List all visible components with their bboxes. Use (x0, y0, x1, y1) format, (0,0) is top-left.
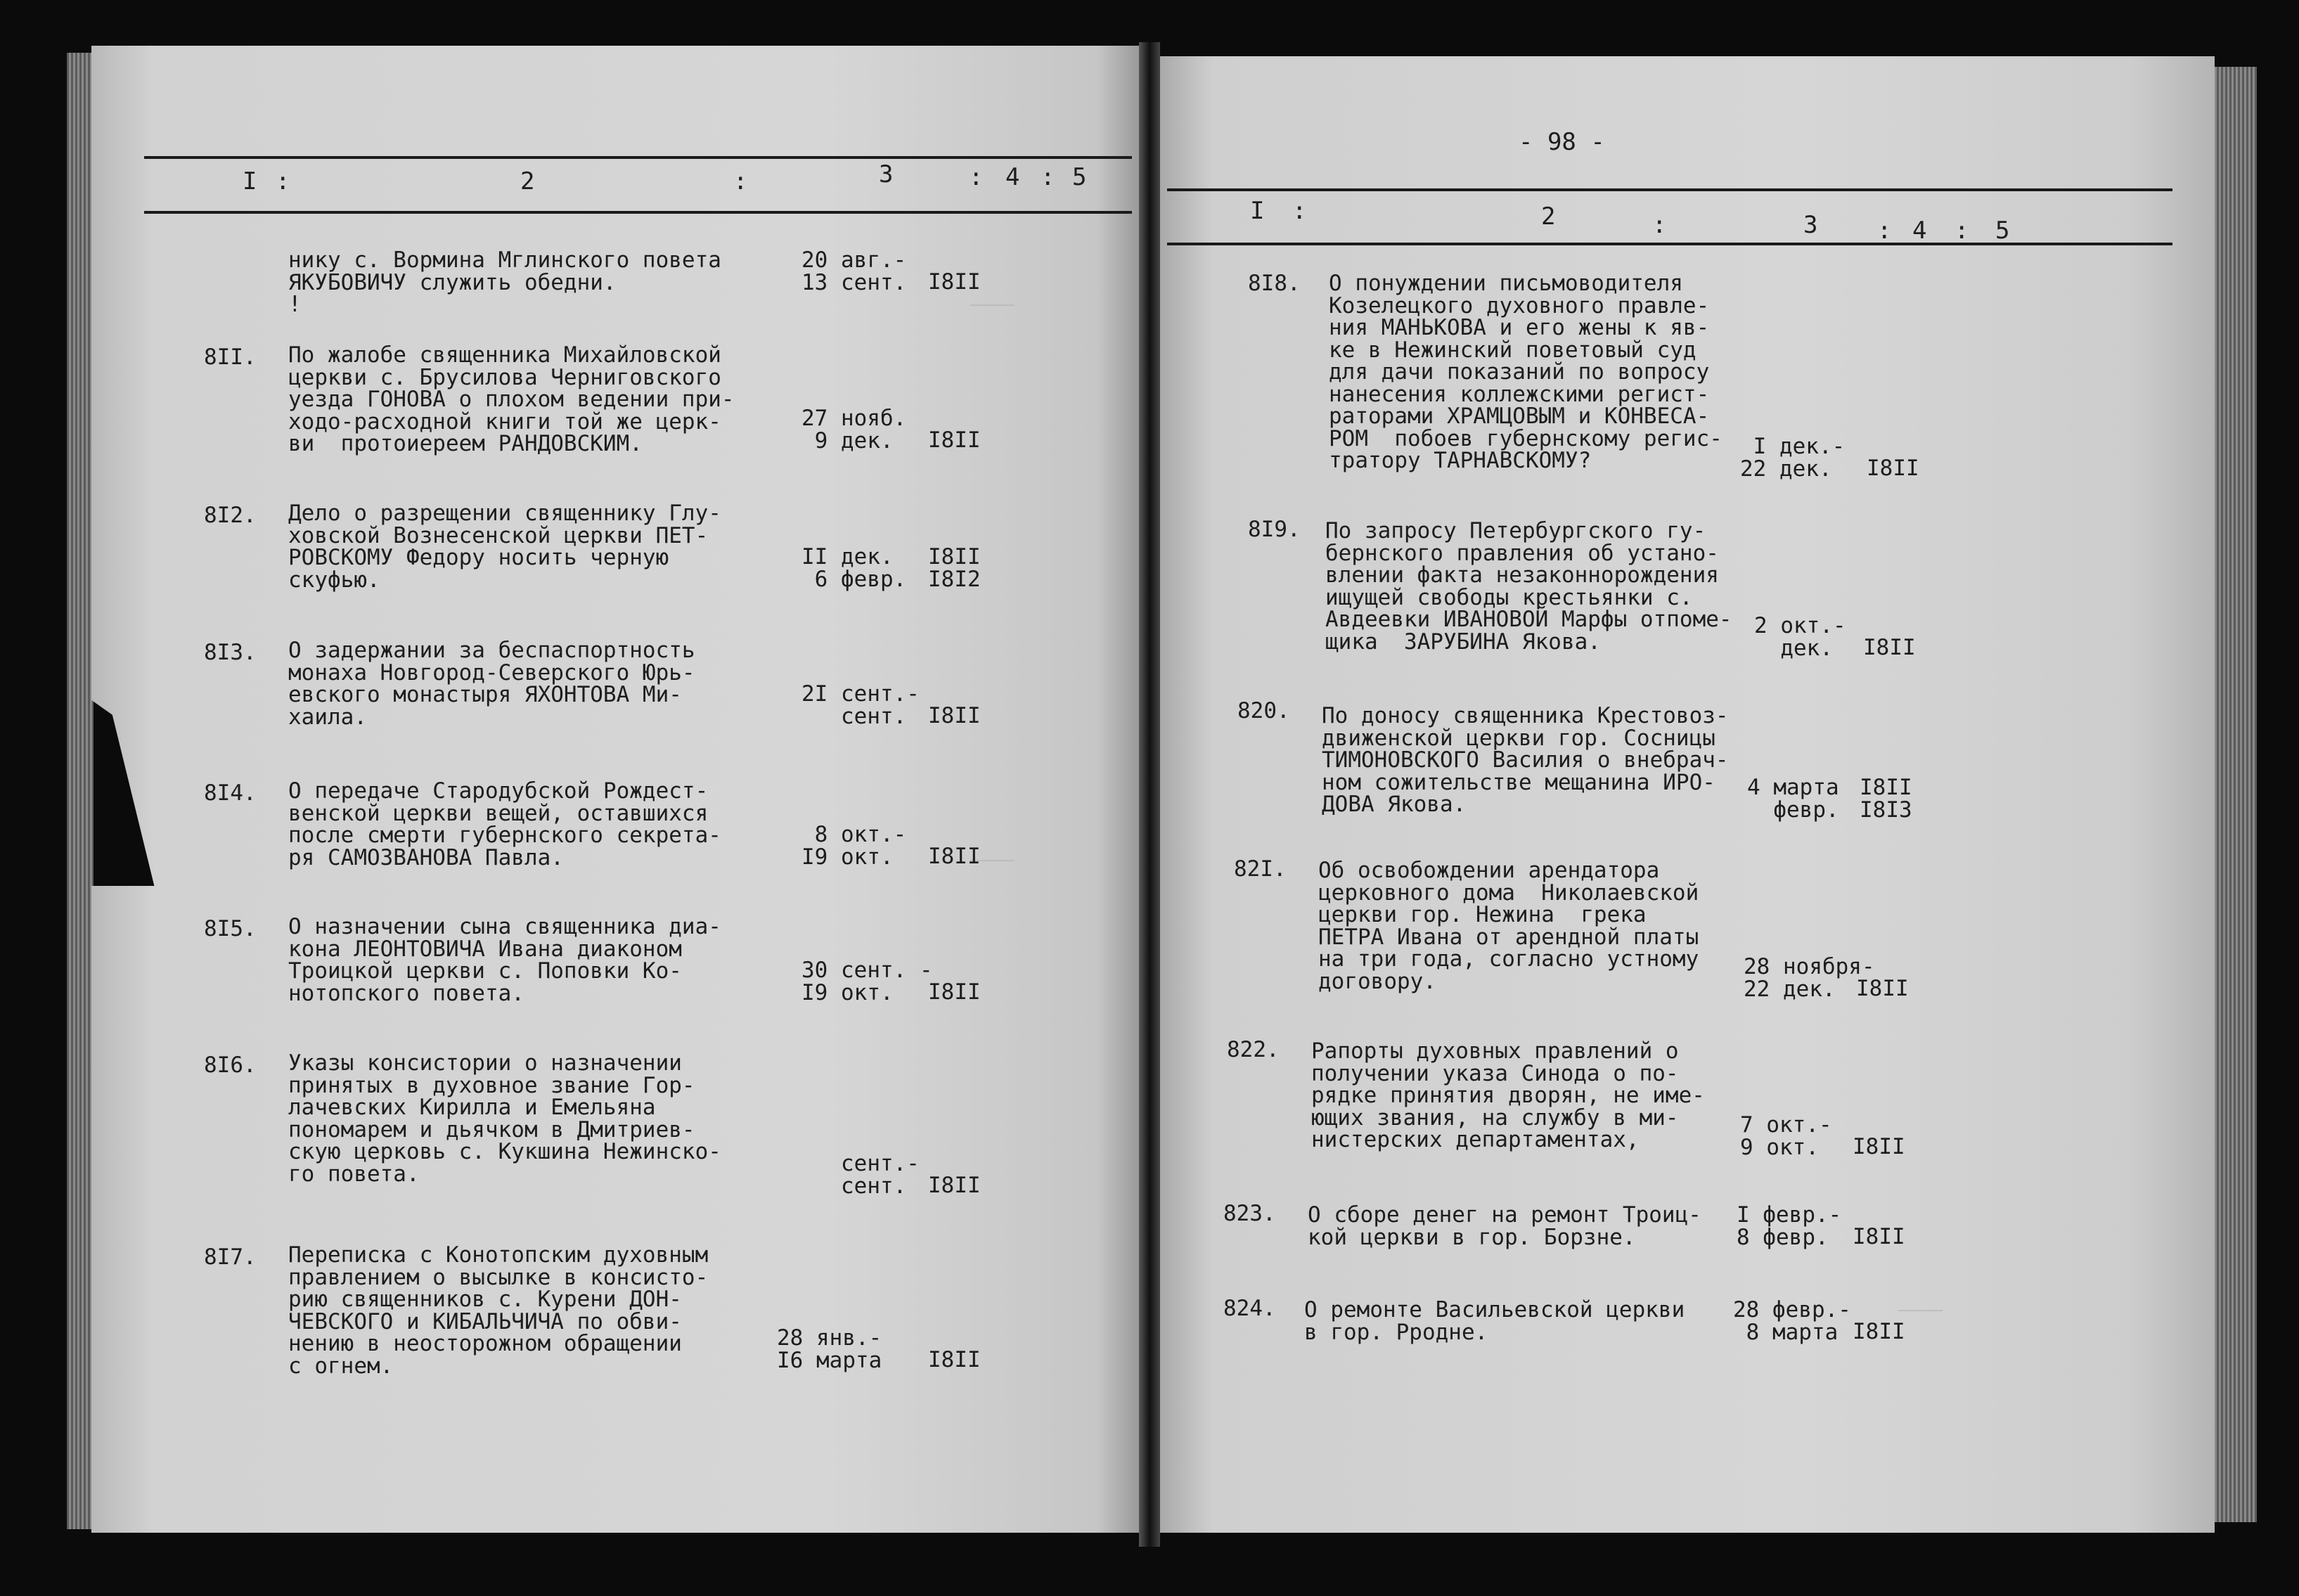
column-1-label: I (1250, 197, 1265, 225)
column-2-label: 2 (1541, 202, 1556, 231)
entry-year: I8II I8I2 (928, 544, 981, 592)
entry-text: О передаче Стародубской Рождест- венской церкви вещей, оставшихся после смерти губернского секрета- ря САМОЗВАНОВА Павла. (288, 778, 721, 870)
entry-dates: 2 окт.- дек. (1754, 613, 1846, 661)
entry-dates: 30 сент. - I9 окт. (801, 958, 933, 1005)
column-separator: : (276, 167, 290, 195)
entry-text: нику с. Вормина Мглинского повета ЯКУБОВИЧУ служить обедни. ! (288, 247, 721, 317)
entry-dates: 8 окт.- I9 окт. (801, 822, 907, 870)
entry-year: I8II (928, 1347, 981, 1372)
entry-year: I8II (928, 1173, 981, 1198)
entry-number: 823. (1223, 1201, 1276, 1226)
column-4-label: 4 (1005, 163, 1020, 191)
bleed-through-text: ──── (970, 295, 1015, 316)
entry-text: Указы консистории о назначении принятых в духовное звание Гор- лачевских Кирилла и Емельяна пономарем и дьячком в Дмитриев- скую церковь с. Кукшина Нежинско- го повета. (288, 1050, 721, 1187)
entry-year: I8II (1863, 635, 1916, 660)
entry-year: I8II (1867, 456, 1919, 481)
entry-text: По жалобе священника Михайловской церкви с. Брусилова Черниговского уезда ГОНОВА о плохом ведении при- ходо-расходной книги той же церк- ви протоиереем РАНДОВСКИМ. (288, 342, 735, 456)
entry-dates: 7 окт.- 9 окт. (1740, 1112, 1832, 1160)
entry-text: Об освобождении арендатора церковного дома Николаевской церкви гор. Нежина грека ПЕТРА Ивана от арендной платы на три года, согласно устному договору. (1318, 858, 1699, 994)
column-5-label: 5 (1995, 217, 2010, 245)
entry-year: I8II (1856, 976, 1909, 1001)
entry-dates: 20 авг.- 13 сент. (801, 247, 907, 295)
column-4-label: 4 (1912, 217, 1927, 245)
entry-number: 8I4. (204, 780, 257, 806)
entry-text: По доносу священника Крестовоз- движенской церкви гор. Сосницы ТИМОНОВСКОГО Василия о внебрач- ном сожительстве мещанина ИРО- ДОВА Якова. (1322, 703, 1729, 817)
entry-dates: 28 февр.- 8 марта (1733, 1297, 1851, 1345)
column-3-label: 3 (1803, 211, 1818, 239)
entry-text: О ремонте Васильевской церкви в гор. Рродне. (1304, 1297, 1685, 1345)
entry-number: 820. (1237, 698, 1290, 723)
column-5-label: 5 (1072, 163, 1087, 191)
entry-year: I8II (928, 844, 981, 869)
entry-year: I8II (928, 703, 981, 728)
entry-year: I8II (1853, 1134, 1905, 1159)
entry-text: Дело о разрещении священнику Глу- ховской Вознесенской церкви ПЕТ- РОВСКОМУ Федору носить черную скуфью. (288, 501, 721, 593)
entry-dates: 27 нояб. 9 дек. (801, 406, 907, 453)
entry-number: 8II. (204, 345, 257, 370)
entry-text: О назначении сына священника диа- кона ЛЕОНТОВИЧА Ивана диаконом Троицкой церкви с. Поповки Ко- нотопского повета. (288, 914, 721, 1006)
entry-number: 8I5. (204, 916, 257, 941)
entry-text: О задержании за беспаспортность монаха Новгород-Северского Юрь- евского монастыря ЯХОНТОВА Ми- хаила. (288, 638, 695, 730)
column-1-label: I (243, 167, 257, 195)
entry-number: 8I2. (204, 503, 257, 528)
column-separator: : (969, 163, 984, 191)
column-separator: : (1292, 197, 1307, 225)
entry-dates: сент.- сент. (840, 1151, 920, 1199)
entry-dates: I февр.- 8 февр. (1737, 1202, 1842, 1250)
book-edge-left (67, 53, 94, 1529)
bleed-through-text: ──── (1898, 1301, 1943, 1322)
page-number: - 98 - (1519, 128, 1605, 156)
entry-dates: 4 марта февр. (1747, 775, 1839, 823)
entry-number: 8I8. (1248, 271, 1301, 296)
entry-number: 8I3. (204, 640, 257, 665)
entry-year: I8II (1853, 1224, 1905, 1249)
entry-dates: 28 янв.- I6 марта (777, 1325, 882, 1373)
entry-dates: II дек. 6 февр. (801, 544, 907, 592)
entry-year: I8II (928, 427, 981, 453)
column-3-label: 3 (879, 160, 894, 188)
header-top-rule (144, 156, 1132, 159)
entry-text: О понуждении письмоводителя Козелецкого духовного правле- ния МАНЬКОВА и его жены к яв- ке в Нежинский поветовый суд для дачи показаний по вопросу нанесения коллежскими регист- раторами ХРАМЦОВЫМ и КОНВЕСА- РОМ побоев губернскому регис- тратору ТАРНАВСКОМУ? (1329, 271, 1722, 473)
entry-number: 8I6. (204, 1053, 257, 1078)
entry-number: 822. (1227, 1037, 1280, 1062)
entry-dates: 28 ноября- 22 дек. (1744, 954, 1875, 1002)
entry-number: 8I7. (204, 1244, 257, 1270)
entry-number: 824. (1223, 1296, 1276, 1321)
entry-year: I8II (928, 979, 981, 1005)
entry-text: Рапорты духовных правлений о получении указа Синода о по- рядке принятия дворян, не име- ющих звания, на службу в ми- нистерских департаментах, (1311, 1038, 1705, 1152)
bleed-through-text: ──── (970, 851, 1015, 872)
header-bottom-rule (1167, 243, 2172, 245)
entry-number: 82I. (1234, 856, 1287, 882)
book-edge-right (2215, 67, 2257, 1522)
book-gutter (1139, 42, 1160, 1547)
entry-number: 8I9. (1248, 517, 1301, 542)
column-separator: : (733, 167, 748, 195)
column-separator: : (1041, 163, 1055, 191)
header-bottom-rule (144, 211, 1132, 214)
entry-text: О сборе денег на ремонт Троиц- кой церкви в гор. Борзне. (1308, 1202, 1701, 1250)
header-top-rule (1167, 188, 2172, 191)
entry-dates: 2I сент.- сент. (801, 681, 920, 729)
entry-text: По запросу Петербургского гу- бернского правления об устано- влении факта незаконнорождения ищущей свободы крестьянки с. Авдеевки ИВАНОВОЙ Марфы отпоме- щика ЗАРУБИНА Якова. (1325, 518, 1732, 655)
entry-dates: I дек.- 22 дек. (1740, 434, 1846, 482)
column-separator: : (1955, 217, 1969, 245)
entry-year: I8II (1853, 1319, 1905, 1344)
column-separator: : (1652, 211, 1667, 239)
column-separator: : (1877, 217, 1892, 245)
entry-year: I8II (928, 269, 981, 295)
column-2-label: 2 (520, 167, 535, 195)
entry-year: I8II I8I3 (1860, 775, 1912, 823)
entry-text: Переписка с Конотопским духовным правлением о высылке в консисто- рию священников с. Курени ДОН- ЧЕВСКОГО и КИБАЛЬЧИЧА по обви- нению в неосторожном обращении с огнем. (288, 1242, 709, 1379)
